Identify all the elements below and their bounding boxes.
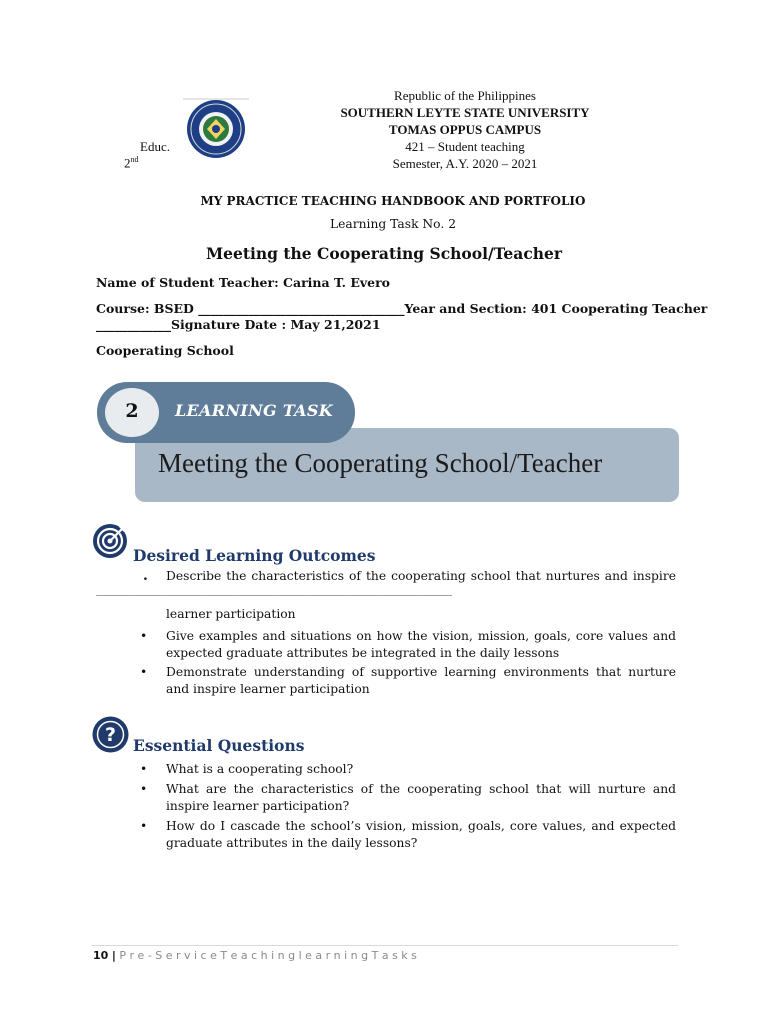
bullet-dot: • bbox=[140, 629, 148, 643]
question-item-text: What is a cooperating school? bbox=[166, 762, 354, 776]
university-name: SOUTHERN LEYTE STATE UNIVERSITY bbox=[340, 105, 590, 120]
handbook-title: MY PRACTICE TEACHING HANDBOOK AND PORTFOLIO bbox=[200, 194, 586, 208]
footer-text: P r e - S e r v i c e T e a c h i n g l e a r n i n g T a s k s bbox=[119, 949, 417, 962]
question-item-text: What are the characteristics of the cooperating school that will nurture and inspire learner participation? bbox=[166, 782, 676, 813]
page-title: Meeting the Cooperating School/Teacher bbox=[205, 244, 563, 263]
outcome-item-text: Give examples and situations on how the vision, mission, goals, core values and expected graduate attributes be integrated in the daily lessons bbox=[166, 629, 676, 660]
banner-title: Meeting the Cooperating School/Teacher bbox=[158, 448, 603, 478]
campus-name: TOMAS OPPUS CAMPUS bbox=[388, 122, 542, 137]
course-line: Course: BSED _________________________________Year and Section: 401 Cooperating Teacher bbox=[96, 301, 708, 316]
outcome-item-3 bbox=[140, 664, 676, 697]
question-item-3 bbox=[140, 818, 676, 851]
questions-heading: Essential Questions bbox=[133, 736, 305, 755]
year-level bbox=[124, 155, 139, 171]
university-seal bbox=[182, 97, 250, 159]
outcome-item-2 bbox=[140, 628, 676, 661]
year-level-number: 2 bbox=[124, 155, 131, 171]
task-number-badge: 2 bbox=[125, 400, 139, 422]
outcomes-heading: Desired Learning Outcomes bbox=[133, 546, 376, 565]
bullet-dot: • bbox=[140, 762, 148, 776]
outcome-item-1: Describe the characteristics of the cooperating school that nurtures and inspire bbox=[166, 569, 676, 583]
learning-task-label: LEARNING TASK bbox=[175, 401, 333, 420]
cooperating-school-line: Cooperating School bbox=[96, 343, 234, 358]
blank-underline: _______________________________________________________________________________ bbox=[96, 585, 452, 596]
signature-date-line: ____________Signature Date : May 21,2021 bbox=[96, 317, 381, 332]
bullet-dot: . bbox=[143, 568, 148, 584]
year-level-suffix: nd bbox=[130, 155, 139, 164]
footer-rule bbox=[92, 945, 678, 946]
educ-label: Educ. bbox=[140, 139, 170, 154]
footer-separator: | bbox=[111, 949, 116, 962]
page-number: 10 bbox=[93, 949, 109, 962]
question-icon bbox=[92, 716, 129, 753]
target-icon bbox=[92, 523, 128, 559]
question-item-2 bbox=[140, 781, 676, 814]
task-number: Learning Task No. 2 bbox=[329, 217, 457, 231]
bullet-dot: • bbox=[140, 665, 148, 679]
svg-text:?: ? bbox=[104, 724, 117, 746]
question-item-1 bbox=[140, 761, 676, 778]
footer bbox=[93, 949, 417, 962]
question-item-text: How do I cascade the school’s vision, mission, goals, core values, and expected graduate attributes in the daily lessons? bbox=[166, 819, 676, 850]
republic-line: Republic of the Philippines bbox=[394, 88, 536, 103]
course-code: 421 – Student teaching bbox=[405, 139, 525, 154]
bullet-dot: • bbox=[140, 782, 148, 796]
outcome-item-1-continued: learner participation bbox=[166, 607, 296, 621]
outcome-item-text: Demonstrate understanding of supportive learning environments that nurture and inspire learner participation bbox=[166, 665, 676, 696]
student-name-line: Name of Student Teacher: Carina T. Evero bbox=[96, 275, 391, 290]
bullet-dot: • bbox=[140, 819, 148, 833]
semester-line: Semester, A.Y. 2020 – 2021 bbox=[392, 156, 538, 171]
